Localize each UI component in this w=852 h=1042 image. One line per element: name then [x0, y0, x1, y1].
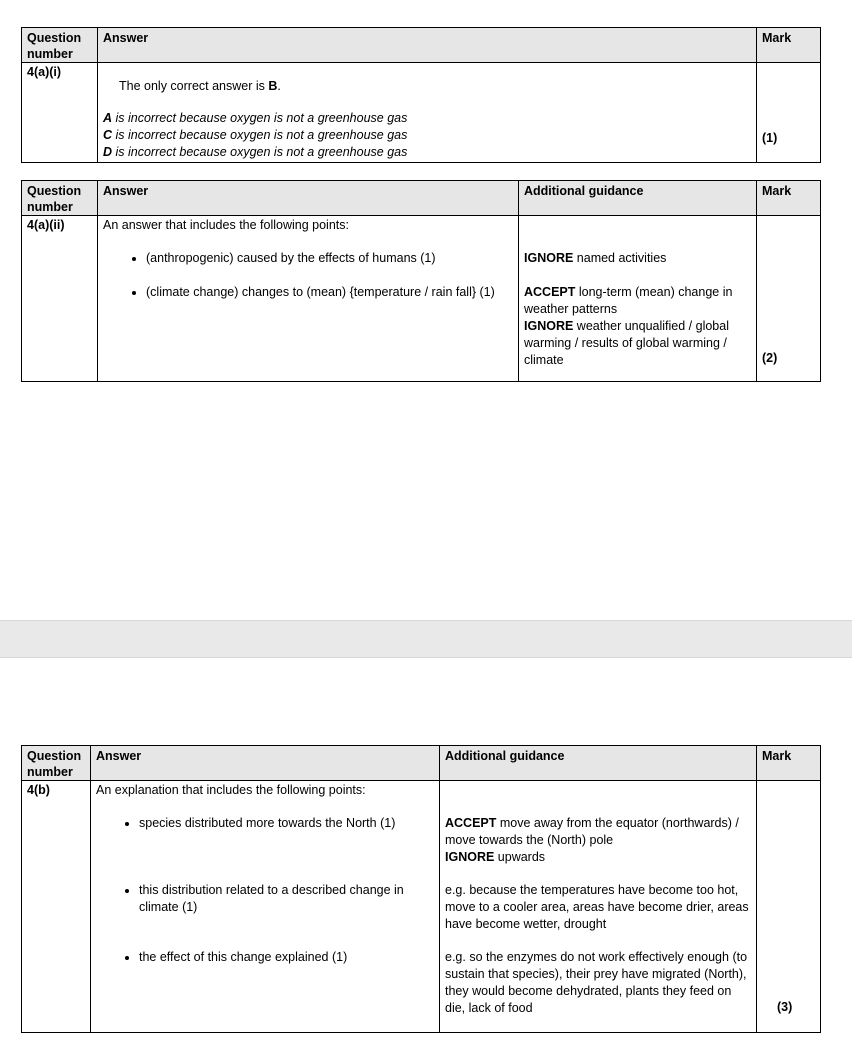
correct-answer-line: The only correct answer is B. [119, 79, 281, 93]
question-number-header: Question number [22, 181, 98, 216]
answer-intro: An explanation that includes the following points: [96, 783, 366, 797]
answer-points [103, 250, 513, 301]
incorrect-reason: C is incorrect because oxygen is not a greenhouse gas [103, 128, 408, 142]
answer-header: Answer [98, 181, 519, 216]
table-row [22, 216, 821, 382]
answer-points [96, 815, 434, 966]
mark-value: (3) [777, 1000, 793, 1014]
answer-intro: An answer that includes the following points: [103, 218, 349, 232]
guidance-note: IGNORE named activities [524, 251, 667, 265]
mark-scheme-table-4aii [21, 180, 821, 382]
list-item: • (climate change) changes to (mean) {temperature / rain fall} (1) [146, 284, 513, 301]
mark-cell [757, 216, 821, 382]
question-number: 4(a)(ii) [22, 216, 98, 382]
guidance-cell [519, 216, 757, 382]
table-row [22, 781, 821, 1033]
guidance-header: Additional guidance [440, 746, 757, 781]
question-number-header: Question number [22, 28, 98, 63]
page-break-divider [0, 620, 852, 658]
answer-header: Answer [98, 28, 757, 63]
table-header-row [22, 746, 821, 781]
incorrect-reason: D is incorrect because oxygen is not a greenhouse gas [103, 145, 408, 159]
guidance-cell [440, 781, 757, 1033]
list-item: • (anthropogenic) caused by the effects of humans (1) [146, 250, 513, 267]
question-number: 4(a)(i) [22, 63, 98, 163]
mark-value: (1) [762, 131, 778, 145]
table-header-row [22, 181, 821, 216]
guidance-note: e.g. so the enzymes do not work effectively enough (to sustain that species), their prey have migrated (North), they would become dehydrated, plants they feed on die, lack of food [445, 950, 748, 1015]
question-number: 4(b) [22, 781, 91, 1033]
mark-header: Mark [757, 28, 821, 63]
table-row [22, 63, 821, 163]
mark-header: Mark [757, 746, 821, 781]
guidance-note: IGNORE upwards [445, 850, 546, 864]
table-header-row [22, 28, 821, 63]
answer-header: Answer [91, 746, 440, 781]
guidance-header: Additional guidance [519, 181, 757, 216]
answer-cell [91, 781, 440, 1033]
mark-header: Mark [757, 181, 821, 216]
mark-scheme-table-4b [21, 745, 821, 1033]
list-item: • this distribution related to a described change in climate (1) [139, 882, 434, 916]
list-item: • species distributed more towards the North (1) [139, 815, 434, 832]
mark-cell [757, 63, 821, 163]
guidance-note: ACCEPT long-term (mean) change in weather patterns [524, 285, 733, 316]
answer-cell [98, 63, 757, 163]
answer-cell [98, 216, 519, 382]
guidance-note: IGNORE weather unqualified / global warming / results of global warming / climate [524, 319, 729, 367]
guidance-note: ACCEPT move away from the equator (northwards) / move towards the (North) pole [445, 816, 739, 847]
incorrect-reason: A is incorrect because oxygen is not a greenhouse gas [103, 111, 408, 125]
question-number-header: Question number [22, 746, 91, 781]
mark-scheme-table-4ai [21, 27, 821, 163]
mark-cell [757, 781, 821, 1033]
list-item: • the effect of this change explained (1) [139, 949, 434, 966]
mark-value: (2) [762, 351, 778, 365]
guidance-note: e.g. because the temperatures have become too hot, move to a cooler area, areas have become drier, areas have become wetter, drought [445, 883, 749, 931]
